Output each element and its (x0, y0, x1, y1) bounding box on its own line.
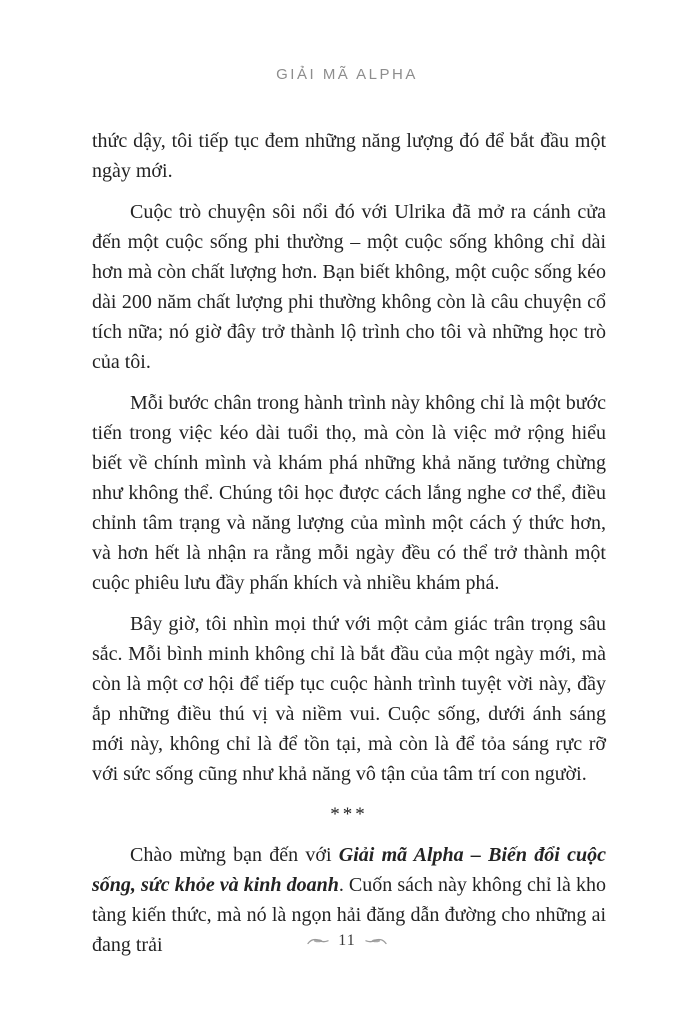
section-separator: *** (330, 804, 368, 825)
text-segment: Cuộc trò chuyện sôi nổi đó với Ulrika đã mở ra cánh cửa đến một cuộc sống phi thường – một cuộc sống không chỉ dài hơn mà còn chất lượng hơn. Bạn biết không, một cuộc sống kéo dài 200 năm chất lượng phi thường không còn là câu chuyện cổ tích nữa; nó giờ đây trở thành lộ trình cho tôi và những học trò của tôi. (92, 201, 606, 373)
text-segment: Giải mã Alpha – Biến đổi cuộc sống, sức khỏe và kinh doanh (92, 844, 606, 896)
body-text (92, 126, 606, 971)
paragraph (92, 609, 606, 789)
swash-flourish-icon (307, 937, 329, 946)
running-header-title: GIẢI MÃ ALPHA (276, 66, 418, 83)
page-number: 11 (338, 932, 356, 949)
paragraph (92, 126, 606, 186)
page-footer (0, 932, 694, 950)
text-segment: Mỗi bước chân trong hành trình này không chỉ là một bước tiến trong việc kéo dài tuổi thọ, mà còn là việc mở rộng hiểu biết về chính mình và khám phá những khả năng tưởng chừng như không thể. Chúng tôi học được cách lắng nghe cơ thể, điều chỉnh tâm trạng và năng lượng của mình một cách ý thức hơn, và hơn hết là nhận ra rằng mỗi ngày đều có thể trở thành một cuộc phiêu lưu đầy phấn khích và nhiều khám phá. (92, 392, 606, 594)
swash-flourish-icon (365, 937, 387, 946)
text-segment: Bây giờ, tôi nhìn mọi thứ với một cảm giác trân trọng sâu sắc. Mỗi bình minh không chỉ là bắt đầu của một ngày mới, mà còn là một cơ hội để tiếp tục cuộc hành trình tuyệt vời này, đầy ắp những điều thú vị và niềm vui. Cuộc sống, dưới ánh sáng mới này, không chỉ là để tồn tại, mà còn là để tỏa sáng rực rỡ với sức sống cũng như khả năng vô tận của tâm trí con người. (92, 613, 606, 785)
text-segment: thức dậy, tôi tiếp tục đem những năng lượng đó để bắt đầu một ngày mới. (92, 130, 606, 182)
paragraph (92, 388, 606, 598)
text-segment: Chào mừng bạn đến với (130, 844, 339, 866)
text-segment: . Cuốn sách này không chỉ là kho tàng kiến thức, mà nó là ngọn hải đăng dẫn đường cho những ai đang trải (92, 874, 606, 956)
paragraph (92, 197, 606, 377)
